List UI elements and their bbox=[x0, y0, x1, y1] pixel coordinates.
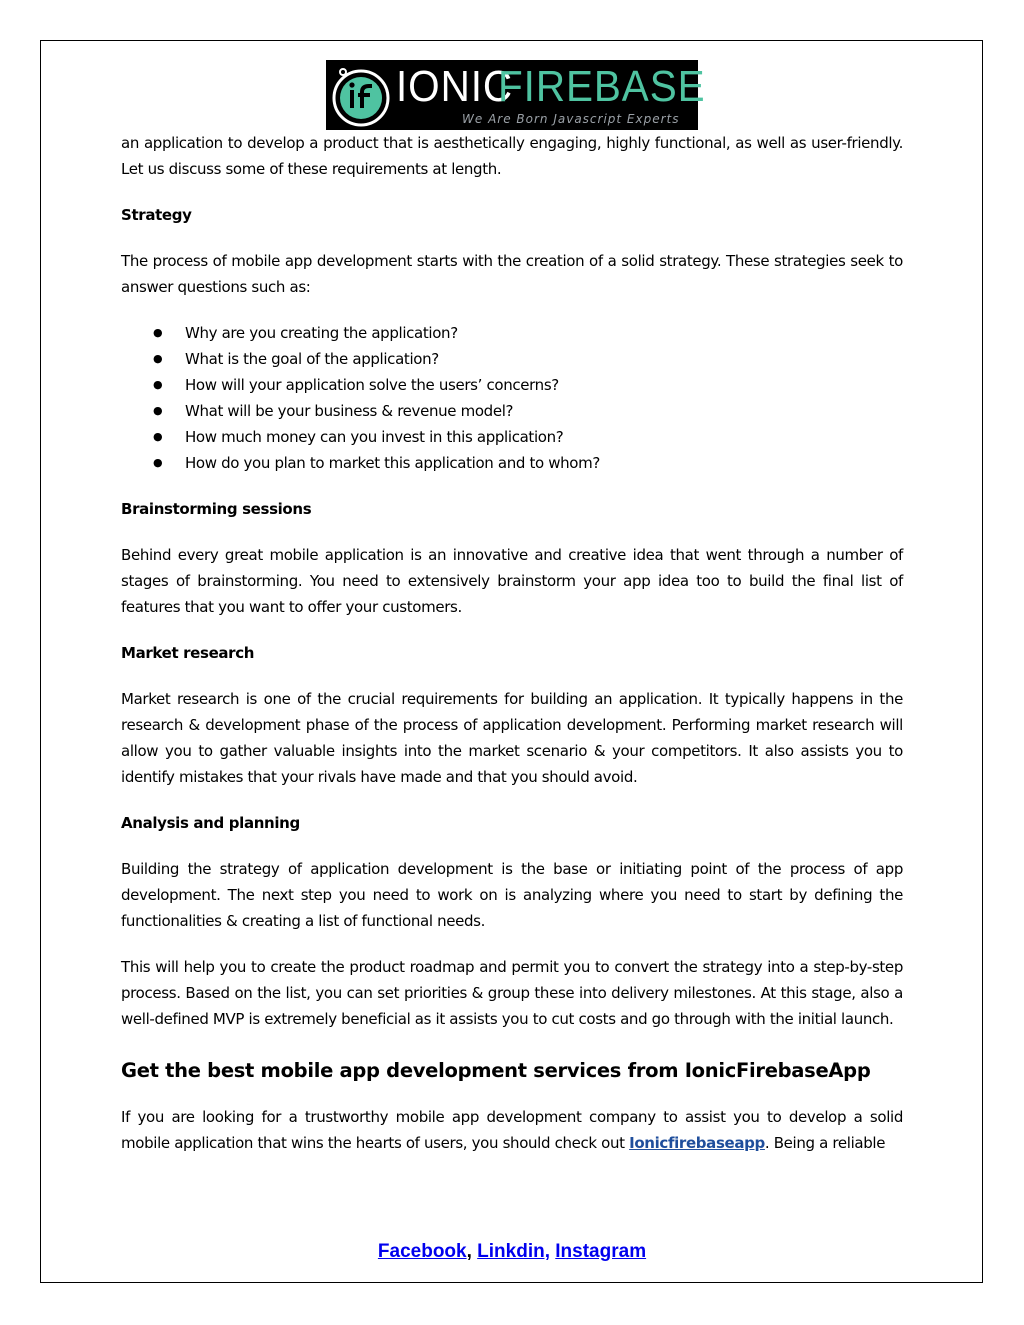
brainstorming-heading: Brainstorming sessions bbox=[121, 500, 312, 518]
strategy-question-list bbox=[121, 320, 903, 476]
intro-paragraph: an application to develop a product that is aesthetically engaging, highly functional, as well as user-friendly. Let us discuss some of these requirements at length. bbox=[121, 134, 903, 178]
logo-monogram-icon bbox=[328, 62, 394, 128]
bullet-icon: ● bbox=[153, 430, 163, 443]
services-paragraph: If you are looking for a trustworthy mobile app development company to assist you to develop a solid mobile application that wins the hearts of users, you should check out Ionicfirebaseapp. Being a reliable bbox=[121, 1108, 903, 1152]
analysis-paragraph-1: Building the strategy of application development is the base or initiating point of the process of app development. The next step you need to work on is analyzing where you need to start by defining the functionalities & creating a list of functional needs. bbox=[121, 860, 903, 930]
strategy-paragraph: The process of mobile app development starts with the creation of a solid strategy. These strategies seek to answer questions such as: bbox=[121, 252, 903, 296]
list-item: ● How will your application solve the users’ concerns? bbox=[153, 372, 903, 398]
linkdin-link[interactable]: Linkdin, bbox=[477, 1241, 550, 1262]
bullet-icon: ● bbox=[153, 378, 163, 391]
document-body bbox=[121, 130, 903, 1156]
strategy-heading: Strategy bbox=[121, 206, 192, 224]
social-links-footer bbox=[0, 1241, 1024, 1263]
list-item: ● What is the goal of the application? bbox=[153, 346, 903, 372]
bullet-icon: ● bbox=[153, 352, 163, 365]
bullet-icon: ● bbox=[153, 404, 163, 417]
market-research-paragraph: Market research is one of the crucial requirements for building an application. It typically happens in the research & development phase of the process of application development. Performing market research will allow you to gather valuable insights into the market scenario & your competitors. It also assists you to identify mistakes that your rivals have made and that you should avoid. bbox=[121, 690, 903, 786]
list-item: ● How much money can you invest in this application? bbox=[153, 424, 903, 450]
list-item: ● What will be your business & revenue model? bbox=[153, 398, 903, 424]
list-item: ● How do you plan to market this application and to whom? bbox=[153, 450, 903, 476]
bullet-icon: ● bbox=[153, 326, 163, 339]
logo-word-firebase: FIREBASE bbox=[498, 62, 706, 111]
brainstorming-paragraph: Behind every great mobile application is an innovative and creative idea that went through a number of stages of brainstorming. You need to extensively brainstorm your app idea too to build the final list of features that you want to offer your customers. bbox=[121, 546, 903, 616]
bullet-icon: ● bbox=[153, 456, 163, 469]
facebook-link[interactable]: Facebook bbox=[377, 1241, 467, 1262]
analysis-paragraph-2: This will help you to create the product roadmap and permit you to convert the strategy into a step-by-step process. Based on the list, you can set priorities & group these into delivery milestones. At this stage, also a well-defined MVP is extremely beneficial as it assists you to cut costs and go through with the initial launch. bbox=[121, 958, 903, 1028]
list-item: ● Why are you creating the application? bbox=[153, 320, 903, 346]
market-research-heading: Market research bbox=[121, 644, 255, 662]
footer-separator: , bbox=[466, 1241, 472, 1262]
logo-tagline: We Are Born Javascript Experts bbox=[462, 112, 680, 126]
ionicfirebase-logo bbox=[326, 60, 706, 130]
ionicfirebaseapp-link[interactable]: Ionicfirebaseapp bbox=[629, 1134, 765, 1152]
analysis-heading: Analysis and planning bbox=[121, 814, 300, 832]
services-heading: Get the best mobile app development services from IonicFirebaseApp bbox=[121, 1059, 871, 1082]
logo-word-ionic: IONIC bbox=[396, 62, 514, 111]
instagram-link[interactable]: Instagram bbox=[555, 1241, 647, 1262]
